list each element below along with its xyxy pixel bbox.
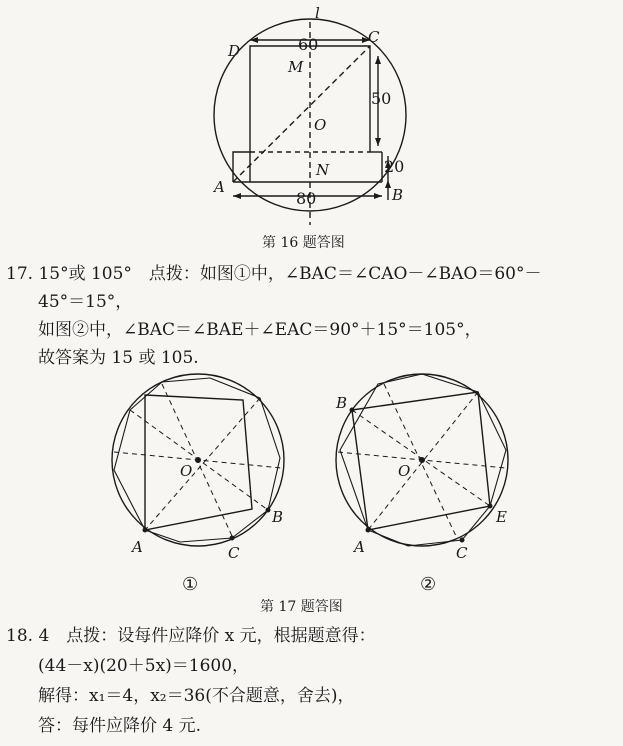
- fig16-label-l: l: [315, 4, 320, 22]
- fig17-left-label-B: B: [272, 508, 284, 526]
- fig16-dim-right: 50: [371, 89, 392, 108]
- fig16-label-M: M: [288, 58, 304, 76]
- fig16-label-O: O: [314, 116, 327, 134]
- fig17-right-label-A: A: [354, 538, 365, 556]
- fig17-right-tag: ②: [420, 574, 437, 595]
- q18-line2: (44－x)(20＋5x)＝1600，: [38, 656, 250, 676]
- fig16-caption: 第 16 题答图: [262, 235, 345, 251]
- fig17-left-tag: ①: [182, 574, 199, 595]
- q18-line3: 解得：x₁＝4，x₂＝36(不合题意，舍去)，: [38, 686, 355, 706]
- fig17-right-label-C: C: [456, 544, 468, 562]
- fig16-dim-right-small: 20: [384, 157, 405, 176]
- fig16-dim-top: 60: [298, 35, 319, 54]
- fig16-dim-bottom: 80: [296, 189, 317, 208]
- q17-line2: 45°＝15°，: [38, 292, 133, 312]
- fig17-left-label-C: C: [228, 544, 240, 562]
- fig16-label-N: N: [316, 161, 330, 179]
- fig16-label-B: B: [392, 186, 404, 204]
- fig17-right-label-E: E: [496, 508, 507, 526]
- fig17-caption: 第 17 题答图: [260, 599, 343, 615]
- fig17-left-label-A: A: [132, 538, 143, 556]
- fig17-right-label-O: O: [398, 462, 411, 480]
- q18-line4: 答：每件应降价 4 元.: [38, 716, 202, 736]
- q17-line1: 17. 15°或 105° 点拨：如图①中，∠BAC＝∠CAO－∠BAO＝60°－: [6, 264, 542, 284]
- fig16-label-C: C: [368, 28, 380, 46]
- q17-line3: 如图②中，∠BAC＝∠BAE＋∠EAC＝90°＋15°＝105°，: [38, 320, 482, 340]
- fig17-left-label-O: O: [180, 462, 193, 480]
- fig16-label-A: A: [214, 178, 225, 196]
- fig17-right-label-B: B: [336, 394, 348, 412]
- q17-line4: 故答案为 15 或 105.: [38, 348, 199, 368]
- q18-line1: 18. 4 点拨：设每件应降价 x 元，根据题意得：: [6, 626, 376, 646]
- fig16-label-D: D: [228, 42, 241, 60]
